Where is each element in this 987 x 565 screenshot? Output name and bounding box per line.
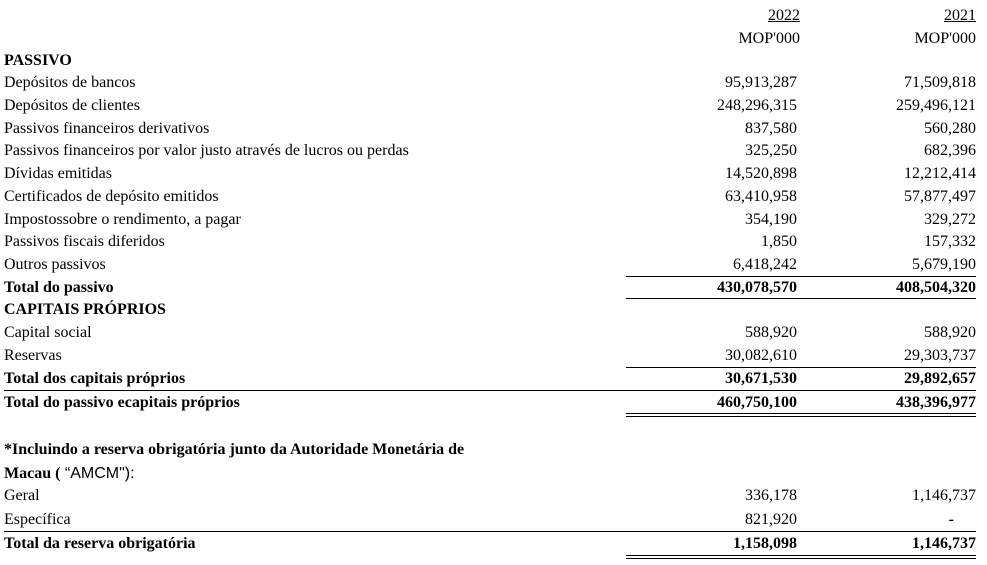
total-row-passivo-capitais — [4, 392, 976, 414]
section-passivo-label: PASSIVO — [4, 52, 72, 69]
total-row-reserva — [4, 533, 976, 555]
row-label: Total do passivo — [4, 279, 114, 296]
reserve-note-macau: Macau ( — [4, 465, 61, 482]
table-row — [4, 118, 976, 140]
value-2021: - — [948, 511, 954, 528]
value-2022: 6,418,242 — [733, 256, 797, 273]
row-label: Total da reserva obrigatória — [4, 535, 196, 552]
total-row-passivo — [4, 277, 976, 299]
row-label: Certificados de depósito emitidos — [4, 188, 219, 205]
table-row — [4, 209, 976, 231]
subtotal-rule — [4, 531, 976, 532]
value-2021: 329,272 — [924, 211, 976, 228]
table-row — [4, 485, 976, 507]
total-rule — [4, 390, 976, 391]
reserve-note-line1: *Incluindo a reserva obrigatória junto da Autoridade Monetária de — [4, 441, 465, 458]
double-rule-top — [626, 413, 976, 414]
value-2022: 354,190 — [745, 211, 797, 228]
value-2021: 438,396,977 — [896, 394, 976, 411]
row-label: Capital social — [4, 324, 92, 341]
value-2021: 560,280 — [924, 120, 976, 137]
row-label: Geral — [4, 487, 40, 504]
value-2021: 408,504,320 — [896, 279, 976, 296]
value-2021: 588,920 — [924, 324, 976, 341]
value-2022: 1,850 — [761, 233, 797, 250]
value-2021: 5,679,190 — [912, 256, 976, 273]
value-2022: 430,078,570 — [717, 279, 797, 296]
table-row — [4, 186, 976, 208]
double-rule-bottom — [626, 416, 976, 417]
row-label: Depósitos de bancos — [4, 74, 136, 91]
reserve-note-line2 — [4, 465, 135, 483]
table-row — [4, 163, 976, 185]
row-label: Passivos financeiros derivativos — [4, 120, 210, 137]
section-heading-passivo — [4, 50, 976, 72]
value-2021: 12,212,414 — [904, 165, 976, 182]
row-label: Total dos capitais próprios — [4, 370, 186, 387]
value-2021: 71,509,818 — [904, 74, 976, 91]
value-2022: 30,082,610 — [725, 347, 797, 364]
row-label: Passivos fiscais diferidos — [4, 233, 165, 250]
table-row — [4, 140, 976, 162]
year-2021-label: 2021 — [944, 7, 976, 24]
section-capitais-label: CAPITAIS PRÓPRIOS — [4, 301, 166, 318]
table-row — [4, 345, 976, 367]
value-2022: 837,580 — [745, 120, 797, 137]
value-2021: 1,146,737 — [912, 487, 976, 504]
unit-2021-label: MOP'000 — [914, 30, 976, 47]
row-label: Depósitos de clientes — [4, 97, 140, 114]
value-2022: 821,920 — [745, 511, 797, 528]
table-row — [4, 72, 976, 94]
value-2021: 1,146,737 — [912, 535, 976, 552]
double-rule-top — [626, 555, 976, 556]
value-2022: 336,178 — [745, 487, 797, 504]
table-row — [4, 322, 976, 344]
table-row — [4, 509, 976, 531]
section-heading-capitais — [4, 299, 976, 321]
unit-2022-label: MOP'000 — [738, 30, 800, 47]
row-label: Passivos financeiros por valor justo através de lucros ou perdas — [4, 142, 409, 159]
value-2022: 588,920 — [745, 324, 797, 341]
value-2021: 259,496,121 — [896, 97, 976, 114]
row-label: Reservas — [4, 347, 62, 364]
row-label: Impostossobre o rendimento, a pagar — [4, 211, 241, 228]
total-row-capitais — [4, 368, 976, 390]
row-label: Outros passivos — [4, 256, 106, 273]
value-2022: 460,750,100 — [717, 394, 797, 411]
value-2022: 1,158,098 — [733, 535, 797, 552]
value-2022: 95,913,287 — [725, 74, 797, 91]
value-2021: 157,332 — [924, 233, 976, 250]
value-2022: 63,410,958 — [725, 188, 797, 205]
value-2021: 57,877,497 — [904, 188, 976, 205]
column-header-2022 — [650, 7, 800, 48]
value-2021: 29,892,657 — [904, 370, 976, 387]
table-row — [4, 254, 976, 276]
row-label: Total do passivo ecapitais próprios — [4, 394, 240, 411]
row-label: Dívidas emitidas — [4, 165, 112, 182]
value-2022: 30,671,530 — [725, 370, 797, 387]
reserve-note-amcm: “AMCM"): — [60, 465, 135, 482]
year-2022-label: 2022 — [768, 7, 800, 24]
double-rule-bottom — [626, 558, 976, 559]
value-2021: 682,396 — [924, 142, 976, 159]
value-2021: 29,303,737 — [904, 347, 976, 364]
table-row — [4, 95, 976, 117]
row-label: Específica — [4, 511, 71, 528]
value-2022: 14,520,898 — [725, 165, 797, 182]
table-row — [4, 231, 976, 253]
column-header-2021 — [826, 7, 976, 48]
value-2022: 325,250 — [745, 142, 797, 159]
value-2022: 248,296,315 — [717, 97, 797, 114]
